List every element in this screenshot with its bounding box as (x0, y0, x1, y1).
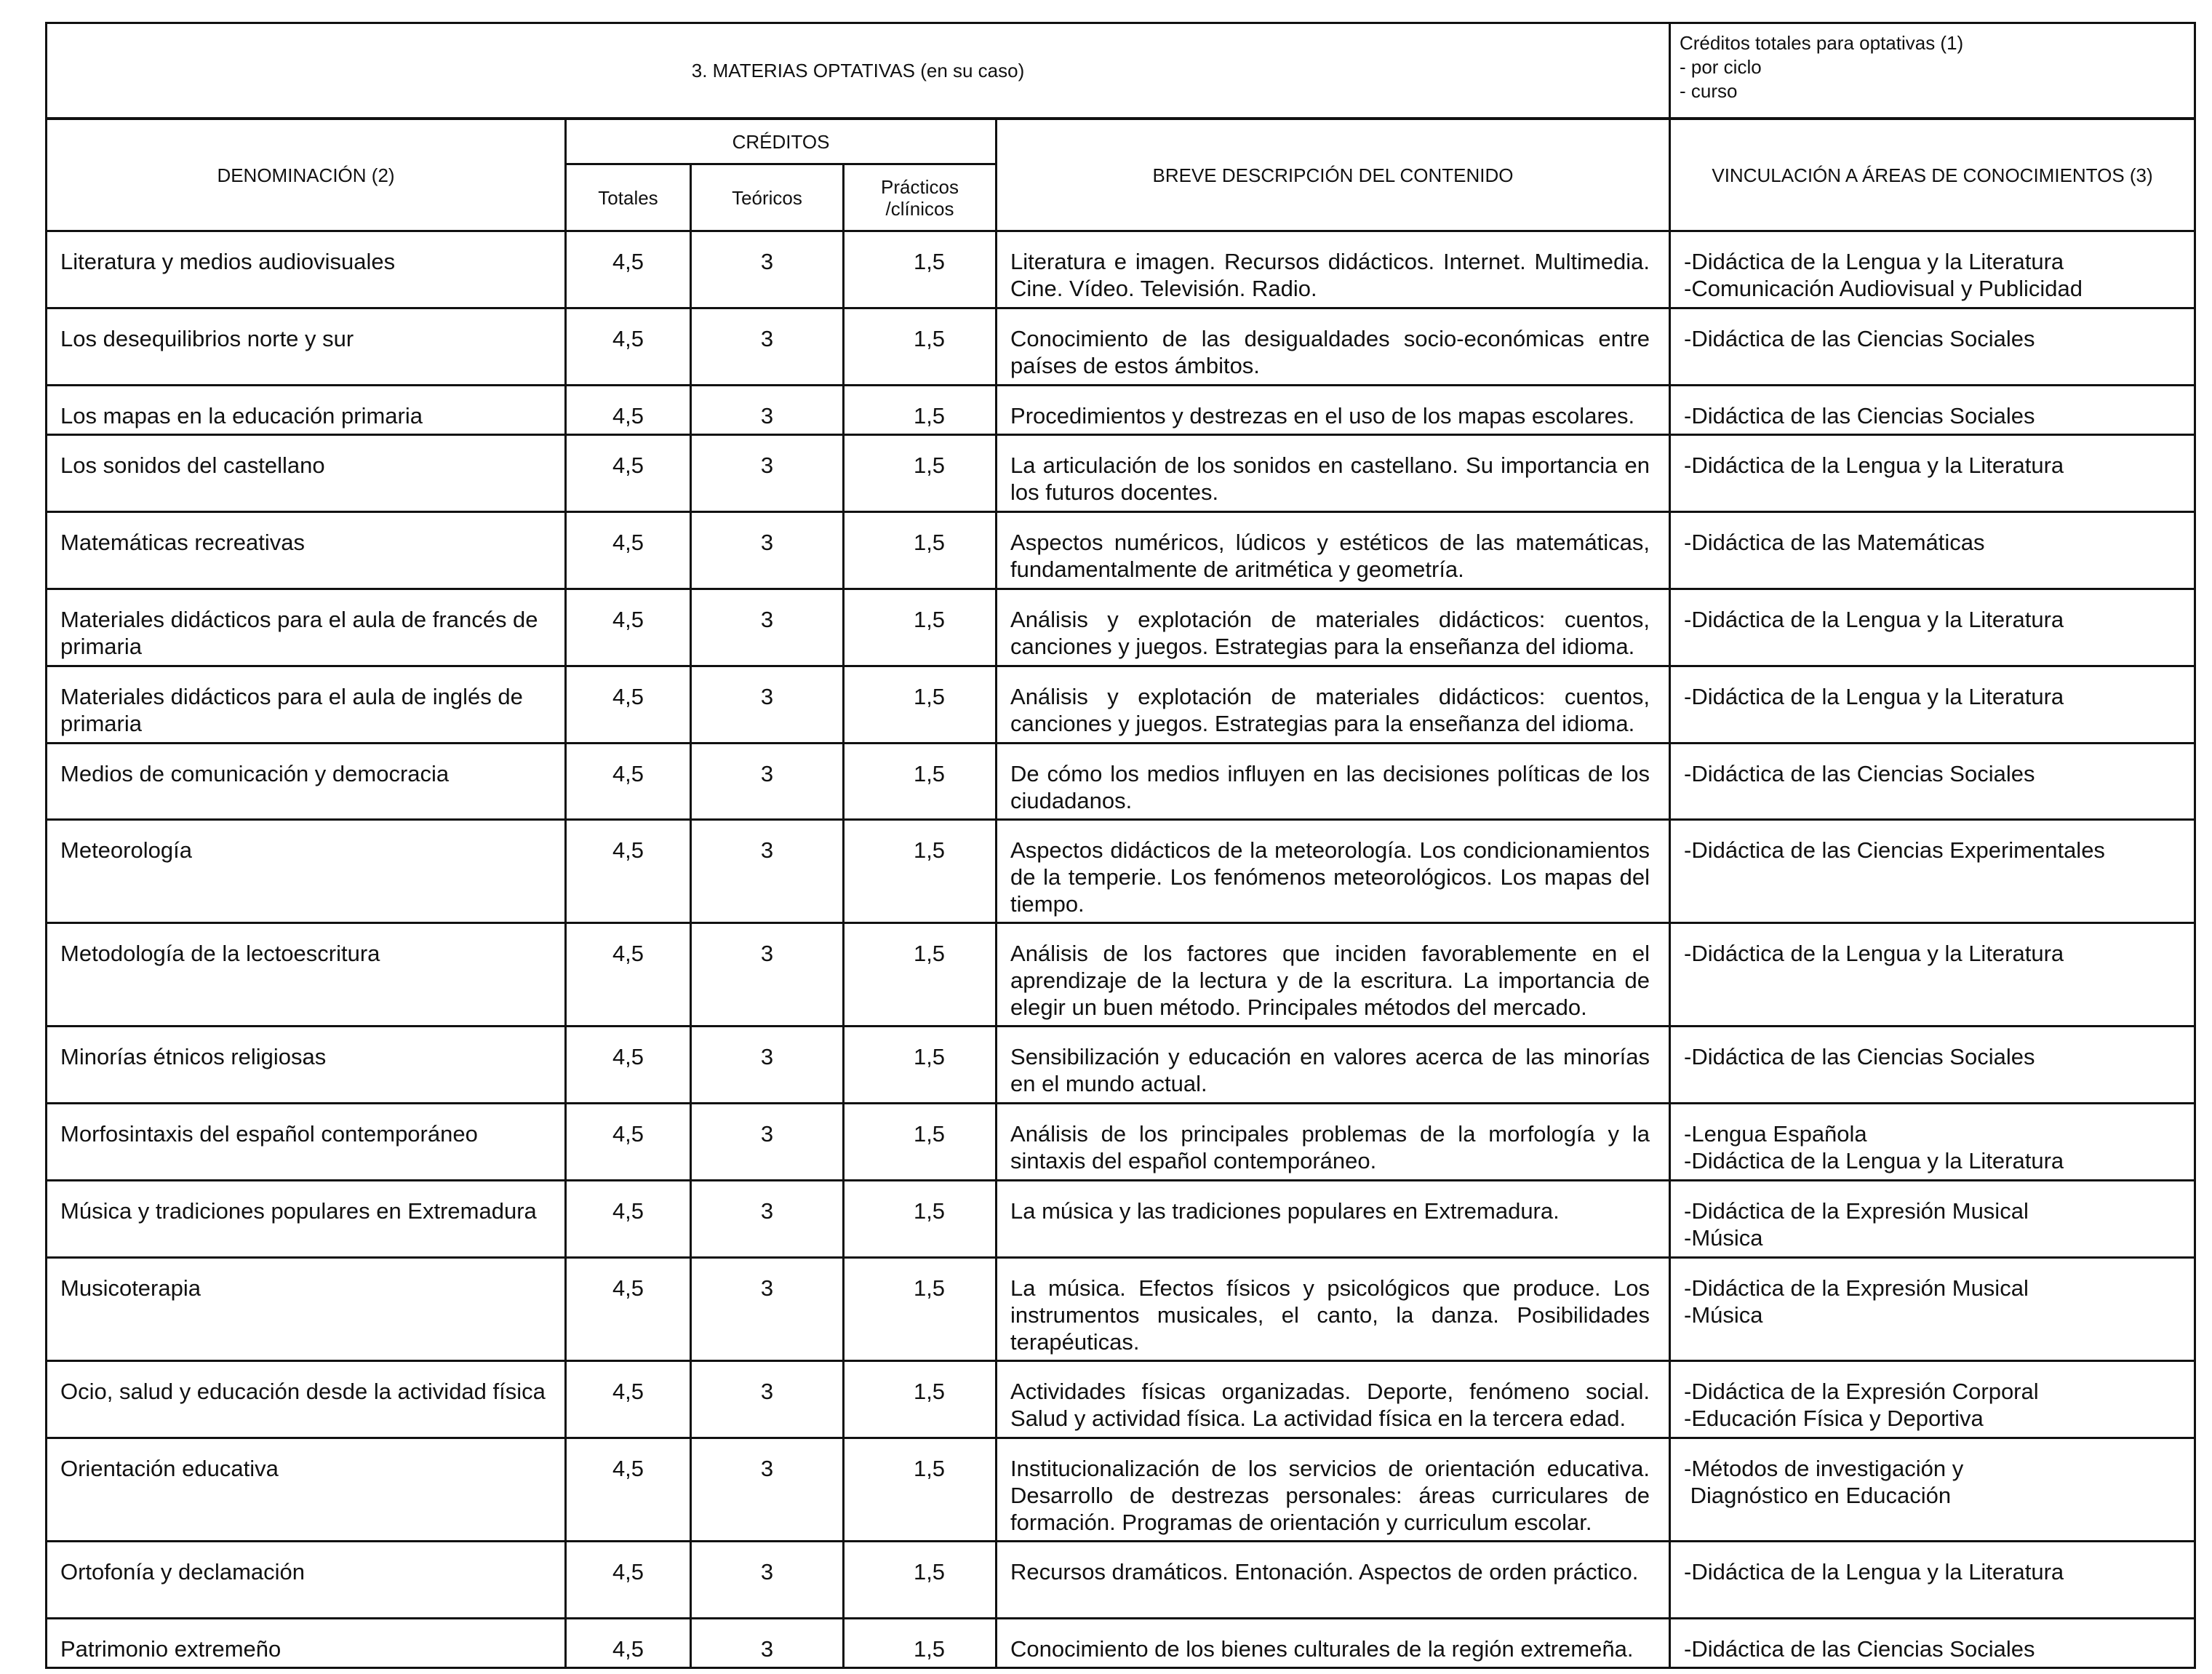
knowledge-areas (1670, 589, 2195, 666)
knowledge-areas (1670, 1104, 2195, 1181)
content-description: Sensibilización y educación en valores acerca de las minorías en el mundo actual. (997, 1027, 1670, 1104)
credits-teoricos: 3 (691, 1104, 844, 1181)
area-item: -Didáctica de la Expresión Musical (1684, 1275, 2029, 1301)
content-description: Análisis de los factores que inciden favorablemente en el aprendizaje de la lectura y de la escritura. La importancia de elegir un buen método. Principales métodos del mercado. (997, 923, 1670, 1027)
area-item: -Didáctica de la Lengua y la Literatura (1684, 1148, 2064, 1173)
credits-totales: 4,5 (566, 435, 691, 512)
credits-practicos: 1,5 (844, 231, 997, 308)
content-description: La articulación de los sonidos en castellano. Su importancia en los futuros docentes. (997, 435, 1670, 512)
credits-totales: 4,5 (566, 512, 691, 589)
subject-name: Literatura y medios audiovisuales (47, 231, 566, 308)
credits-practicos: 1,5 (844, 820, 997, 923)
knowledge-areas (1670, 820, 2195, 923)
subject-name: Matemáticas recreativas (47, 512, 566, 589)
table-row (47, 1361, 2195, 1438)
subject-name: Meteorología (47, 820, 566, 923)
credits-totales: 4,5 (566, 666, 691, 744)
subject-name: Materiales didácticos para el aula de inglés de primaria (47, 666, 566, 744)
credits-practicos: 1,5 (844, 744, 997, 820)
knowledge-areas (1670, 744, 2195, 820)
content-description: Actividades físicas organizadas. Deporte, fenómeno social. Salud y actividad física. La actividad física en la tercera edad. (997, 1361, 1670, 1438)
table-row (47, 435, 2195, 512)
area-item: -Didáctica de la Lengua y la Literatura (1684, 1559, 2064, 1585)
column-header-vinculacion: VINCULACIÓN A ÁREAS DE CONOCIMIENTOS (3) (1670, 119, 2195, 231)
credits-teoricos: 3 (691, 231, 844, 308)
knowledge-areas (1670, 1027, 2195, 1104)
area-item: Diagnóstico en Educación (1684, 1483, 1952, 1508)
credits-totales: 4,5 (566, 1619, 691, 1668)
credits-totals-line: - por ciclo (1680, 56, 1762, 78)
area-item: -Didáctica de la Lengua y la Literatura (1684, 249, 2064, 274)
table-row (47, 1104, 2195, 1181)
area-item: -Didáctica de la Lengua y la Literatura (1684, 941, 2064, 966)
subject-name: Ocio, salud y educación desde la actividad física (47, 1361, 566, 1438)
area-item: -Didáctica de la Expresión Musical (1684, 1198, 2029, 1224)
content-description: La música. Efectos físicos y psicológicos que produce. Los instrumentos musicales, el canto, la danza. Posibilidades terapéuticas. (997, 1258, 1670, 1361)
credits-totales: 4,5 (566, 820, 691, 923)
credits-teoricos: 3 (691, 386, 844, 435)
content-description: Análisis y explotación de materiales didácticos: cuentos, canciones y juegos. Estrategias para la enseñanza del idioma. (997, 589, 1670, 666)
content-description: Conocimiento de los bienes culturales de la región extremeña. (997, 1619, 1670, 1668)
knowledge-areas (1670, 1258, 2195, 1361)
knowledge-areas (1670, 512, 2195, 589)
area-item: -Didáctica de las Ciencias Sociales (1684, 403, 2035, 429)
subject-name: Los sonidos del castellano (47, 435, 566, 512)
subject-name: Ortofonía y declamación (47, 1542, 566, 1619)
subject-name: Morfosintaxis del español contemporáneo (47, 1104, 566, 1181)
credits-totals-line: - curso (1680, 80, 1738, 102)
credits-practicos: 1,5 (844, 1542, 997, 1619)
content-description: Aspectos numéricos, lúdicos y estéticos de las matemáticas, fundamentalmente de aritmética y geometría. (997, 512, 1670, 589)
table-row (47, 1258, 2195, 1361)
credits-teoricos: 3 (691, 1027, 844, 1104)
subject-name: Música y tradiciones populares en Extremadura (47, 1181, 566, 1258)
content-description: Literatura e imagen. Recursos didácticos. Internet. Multimedia. Cine. Vídeo. Televisión. Radio. (997, 231, 1670, 308)
knowledge-areas (1670, 1181, 2195, 1258)
credits-practicos: 1,5 (844, 1438, 997, 1542)
column-header-practicos: Prácticos /clínicos (844, 164, 997, 231)
subject-name: Patrimonio extremeño (47, 1619, 566, 1668)
credits-totales: 4,5 (566, 589, 691, 666)
table-row (47, 386, 2195, 435)
credits-totales: 4,5 (566, 1258, 691, 1361)
credits-practicos: 1,5 (844, 589, 997, 666)
knowledge-areas (1670, 231, 2195, 308)
credits-practicos: 1,5 (844, 1181, 997, 1258)
content-description: Conocimiento de las desigualdades socio-económicas entre países de estos ámbitos. (997, 308, 1670, 386)
credits-teoricos: 3 (691, 744, 844, 820)
content-description: Aspectos didácticos de la meteorología. Los condicionamientos de la temperie. Los fenómenos meteorológicos. Los mapas del tiempo. (997, 820, 1670, 923)
credits-practicos: 1,5 (844, 435, 997, 512)
credits-practicos: 1,5 (844, 666, 997, 744)
credits-totals-box (1670, 23, 2195, 119)
area-item: -Didáctica de las Ciencias Experimentales (1684, 837, 2105, 863)
credits-totales: 4,5 (566, 1438, 691, 1542)
credits-teoricos: 3 (691, 1542, 844, 1619)
knowledge-areas (1670, 1438, 2195, 1542)
subject-name: Los mapas en la educación primaria (47, 386, 566, 435)
credits-teoricos: 3 (691, 923, 844, 1027)
credits-teoricos: 3 (691, 589, 844, 666)
credits-practicos: 1,5 (844, 308, 997, 386)
area-item: -Didáctica de las Matemáticas (1684, 530, 1985, 555)
credits-totales: 4,5 (566, 1361, 691, 1438)
area-item: -Música (1684, 1225, 1763, 1251)
credits-teoricos: 3 (691, 308, 844, 386)
table-row (47, 1542, 2195, 1619)
knowledge-areas (1670, 1361, 2195, 1438)
table-row (47, 1619, 2195, 1668)
credits-totales: 4,5 (566, 1104, 691, 1181)
area-item: -Didáctica de las Ciencias Sociales (1684, 326, 2035, 351)
content-description: Procedimientos y destrezas en el uso de los mapas escolares. (997, 386, 1670, 435)
area-item: -Comunicación Audiovisual y Publicidad (1684, 276, 2083, 301)
subject-name: Minorías étnicos religiosas (47, 1027, 566, 1104)
area-item: -Música (1684, 1302, 1763, 1328)
table-row (47, 589, 2195, 666)
column-header-teoricos: Teóricos (691, 164, 844, 231)
credits-totales: 4,5 (566, 308, 691, 386)
credits-teoricos: 3 (691, 1258, 844, 1361)
area-item: -Educación Física y Deportiva (1684, 1406, 1984, 1431)
area-item: -Didáctica de las Ciencias Sociales (1684, 761, 2035, 786)
credits-practicos: 1,5 (844, 1258, 997, 1361)
subject-name: Materiales didácticos para el aula de francés de primaria (47, 589, 566, 666)
area-item: -Didáctica de las Ciencias Sociales (1684, 1636, 2035, 1662)
column-header-creditos: CRÉDITOS (566, 119, 997, 164)
table-row (47, 923, 2195, 1027)
knowledge-areas (1670, 666, 2195, 744)
optativas-table (45, 118, 2196, 1669)
credits-teoricos: 3 (691, 1438, 844, 1542)
area-item: -Didáctica de la Lengua y la Literatura (1684, 453, 2064, 478)
content-description: De cómo los medios influyen en las decisiones políticas de los ciudadanos. (997, 744, 1670, 820)
optativas-header-table (45, 22, 2196, 119)
knowledge-areas (1670, 923, 2195, 1027)
credits-totales: 4,5 (566, 231, 691, 308)
credits-practicos: 1,5 (844, 1619, 997, 1668)
credits-teoricos: 3 (691, 435, 844, 512)
area-item: -Didáctica de la Lengua y la Literatura (1684, 607, 2064, 632)
credits-teoricos: 3 (691, 512, 844, 589)
content-description: Análisis y explotación de materiales didácticos: cuentos, canciones y juegos. Estrategias para la enseñanza del idioma. (997, 666, 1670, 744)
credits-teoricos: 3 (691, 1361, 844, 1438)
credits-teoricos: 3 (691, 1181, 844, 1258)
credits-totales: 4,5 (566, 1542, 691, 1619)
content-description: Recursos dramáticos. Entonación. Aspectos de orden práctico. (997, 1542, 1670, 1619)
credits-teoricos: 3 (691, 666, 844, 744)
area-item: -Didáctica de la Lengua y la Literatura (1684, 684, 2064, 709)
area-item: -Lengua Española (1684, 1121, 1867, 1147)
credits-totales: 4,5 (566, 386, 691, 435)
subject-name: Los desequilibrios norte y sur (47, 308, 566, 386)
credits-practicos: 1,5 (844, 1361, 997, 1438)
credits-practicos: 1,5 (844, 386, 997, 435)
table-row (47, 666, 2195, 744)
credits-totales: 4,5 (566, 744, 691, 820)
content-description: Análisis de los principales problemas de la morfología y la sintaxis del español contemporáneo. (997, 1104, 1670, 1181)
area-item: -Didáctica de la Expresión Corporal (1684, 1379, 2039, 1404)
content-description: Institucionalización de los servicios de orientación educativa. Desarrollo de destrezas personales: áreas curriculares de formación. Programas de orientación y curriculum escolar. (997, 1438, 1670, 1542)
credits-practicos: 1,5 (844, 1104, 997, 1181)
subject-name: Medios de comunicación y democracia (47, 744, 566, 820)
credits-teoricos: 3 (691, 820, 844, 923)
table-row (47, 820, 2195, 923)
credits-totales: 4,5 (566, 1181, 691, 1258)
knowledge-areas (1670, 435, 2195, 512)
knowledge-areas (1670, 386, 2195, 435)
credits-practicos: 1,5 (844, 923, 997, 1027)
table-row (47, 1027, 2195, 1104)
table-row (47, 1181, 2195, 1258)
subject-name: Orientación educativa (47, 1438, 566, 1542)
knowledge-areas (1670, 308, 2195, 386)
column-header-denominacion: DENOMINACIÓN (2) (47, 119, 566, 231)
subject-name: Musicoterapia (47, 1258, 566, 1361)
credits-totales: 4,5 (566, 1027, 691, 1104)
credits-teoricos: 3 (691, 1619, 844, 1668)
subject-name: Metodología de la lectoescritura (47, 923, 566, 1027)
column-header-totales: Totales (566, 164, 691, 231)
knowledge-areas (1670, 1542, 2195, 1619)
table-row (47, 231, 2195, 308)
credits-totals-line: Créditos totales para optativas (1) (1680, 32, 1964, 54)
table-row (47, 744, 2195, 820)
column-header-descripcion: BREVE DESCRIPCIÓN DEL CONTENIDO (997, 119, 1670, 231)
area-item: -Métodos de investigación y (1684, 1456, 1964, 1481)
credits-totales: 4,5 (566, 923, 691, 1027)
table-row (47, 1438, 2195, 1542)
content-description: La música y las tradiciones populares en Extremadura. (997, 1181, 1670, 1258)
credits-practicos: 1,5 (844, 512, 997, 589)
table-row (47, 512, 2195, 589)
credits-practicos: 1,5 (844, 1027, 997, 1104)
knowledge-areas (1670, 1619, 2195, 1668)
table-row (47, 308, 2195, 386)
section-title: 3. MATERIAS OPTATIVAS (en su caso) (47, 23, 1670, 119)
area-item: -Didáctica de las Ciencias Sociales (1684, 1044, 2035, 1069)
